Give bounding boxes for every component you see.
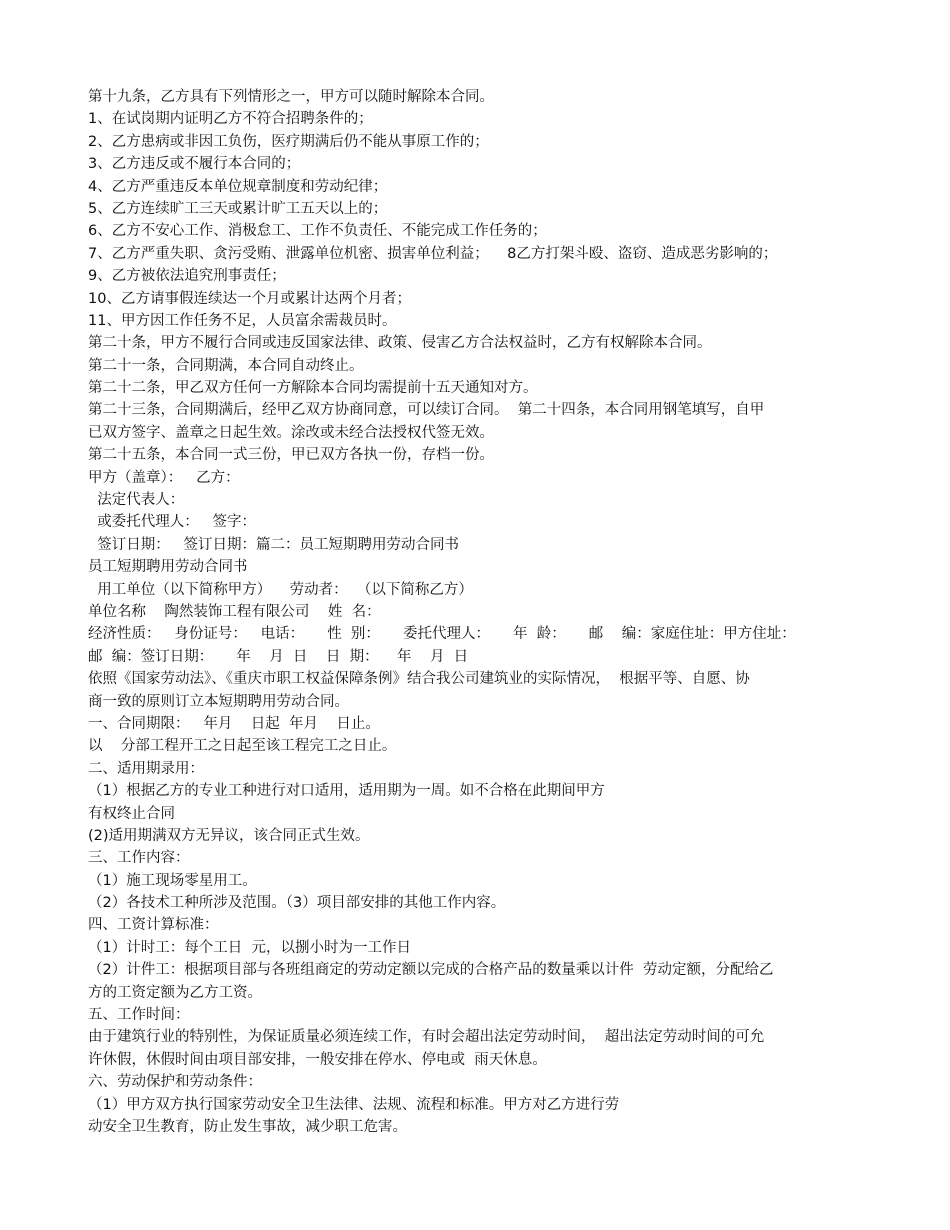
- clause-19-item-6: 6、乙方不安心工作、消极怠工、工作不负责任、不能完成工作任务的；: [88, 223, 547, 240]
- section-6-item-1: （1）甲方双方执行国家劳动安全卫生法律、法规、流程和标准。甲方对乙方进行劳: [88, 1096, 620, 1113]
- section-3-item-1: （1）施工现场零星用工。: [88, 872, 257, 889]
- section-5-heading: 五、工作时间：: [88, 1007, 190, 1024]
- section-6-heading: 六、劳动保护和劳动条件：: [88, 1074, 262, 1091]
- clause-23-24: 第二十三条，合同期满后，经甲乙双方协商同意，可以续订合同。 第二十四条，本合同用钢笔填写，自甲: [88, 402, 765, 419]
- agent-signature-line: 或委托代理人： 签字：: [88, 514, 257, 531]
- clause-19-item-5: 5、乙方连续旷工三天或累计旷工五天以上的；: [88, 200, 388, 217]
- clause-24-continued: 已双方签字、盖章之日起生效。涂改或未经合法授权代签无效。: [88, 424, 494, 441]
- signing-date-line: 签订日期： 签订日期：篇二：员工短期聘用劳动合同书: [88, 536, 460, 553]
- section-1-term: 一、合同期限： 年月 日起 年月 日止。: [88, 715, 380, 732]
- legal-representative-line: 法定代表人：: [88, 492, 185, 509]
- clause-19-item-4: 4、乙方严重违反本单位规章制度和劳动纪律；: [88, 178, 388, 195]
- clause-19-heading: 第十九条，乙方具有下列情形之一，甲方可以随时解除本合同。: [88, 89, 494, 105]
- details-fields-line: 经济性质： 身份证号： 电话： 性 别： 委托代理人： 年 龄： 邮 编：家庭住址：甲方住址：: [88, 626, 796, 643]
- section-5-body-2: 许休假，休假时间由项目部安排，一般安排在停水、停电或 雨天休息。: [88, 1051, 547, 1068]
- clause-21: 第二十一条，合同期满，本合同自动终止。: [88, 357, 364, 374]
- section-5-body-1: 由于建筑行业的特别性，为保证质量必须连续工作，有时会超出法定劳动时间， 超出法定劳动时间的可允: [88, 1029, 765, 1046]
- section-4-heading: 四、工资计算标准：: [88, 917, 219, 934]
- clause-19-item-3: 3、乙方违反或不履行本合同的；: [88, 156, 301, 173]
- preamble-line-1: 依照《国家劳动法》、《重庆市职工权益保障条例》结合我公司建筑业的实际情况， 根据平等、自愿、协: [88, 671, 750, 688]
- clause-19-item-7-8: 7、乙方严重失职、贪污受贿、泄露单位机密、损害单位利益； 8乙方打架斗殴、盗窃、造成恶劣影响的；: [88, 245, 778, 262]
- section-3-heading: 三、工作内容：: [88, 850, 190, 867]
- section-2-item-1: （1）根据乙方的专业工种进行对口适用，适用期为一周。如不合格在此期间甲方: [88, 783, 605, 800]
- preamble-line-2: 商一致的原则订立本短期聘用劳动合同。: [88, 693, 349, 710]
- employer-name-line: 单位名称 陶然装饰工程有限公司 姓 名：: [88, 603, 381, 620]
- section-2-item-1-continued: 有权终止合同: [88, 805, 175, 822]
- clause-19-item-9: 9、乙方被依法追究刑事责任；: [88, 268, 286, 285]
- parties-line: 用工单位（以下简称甲方） 劳动者： （以下简称乙方）: [88, 581, 473, 598]
- clause-19-item-11: 11、甲方因工作任务不足，人员富余需裁员时。: [88, 312, 397, 329]
- clause-20: 第二十条，甲方不履行合同或违反国家法律、政策、侵害乙方合法权益时，乙方有权解除本合同。: [88, 335, 712, 352]
- section-4-item-2-continued: 方的工资定额为乙方工资。: [88, 984, 262, 1001]
- section-3-items-2-3: （2）各技术工种所涉及范围。（3）项目部安排的其他工作内容。: [88, 895, 506, 912]
- postcode-date-line: 邮 编：签订日期： 年 月 日 日 期： 年 月 日: [88, 648, 469, 665]
- section-2-heading: 二、适用期录用：: [88, 760, 204, 777]
- clause-19-item-2: 2、乙方患病或非因工负伤，医疗期满后仍不能从事原工作的；: [88, 133, 489, 150]
- clause-19-item-1: 1、在试岗期内证明乙方不符合招聘条件的；: [88, 111, 373, 128]
- party-signature-line: 甲方（盖章）： 乙方：: [88, 469, 240, 486]
- section-2-item-2: (2)适用期满双方无异议，该合同正式生效。: [88, 827, 370, 844]
- contract-title: 员工短期聘用劳动合同书: [88, 559, 248, 576]
- section-4-item-1: （1）计时工：每个工日 元，以捌小时为一工作日: [88, 939, 411, 956]
- section-6-item-1-continued: 动安全卫生教育，防止发生事故，减少职工危害。: [88, 1118, 407, 1135]
- section-4-item-2: （2）计件工：根据项目部与各班组商定的劳动定额以完成的合格产品的数量乘以计件 劳动定额，分配给乙: [88, 962, 774, 979]
- clause-25: 第二十五条，本合同一式三份，甲已双方各执一份，存档一份。: [88, 447, 494, 464]
- clause-22: 第二十二条，甲乙双方任何一方解除本合同均需提前十五天通知对方。: [88, 380, 538, 397]
- section-1-detail: 以 分部工程开工之日起至该工程完工之日止。: [88, 738, 397, 755]
- document-page: [88, 86, 868, 1138]
- clause-19-item-10: 10、乙方请事假连续达一个月或累计达两个月者；: [88, 290, 411, 307]
